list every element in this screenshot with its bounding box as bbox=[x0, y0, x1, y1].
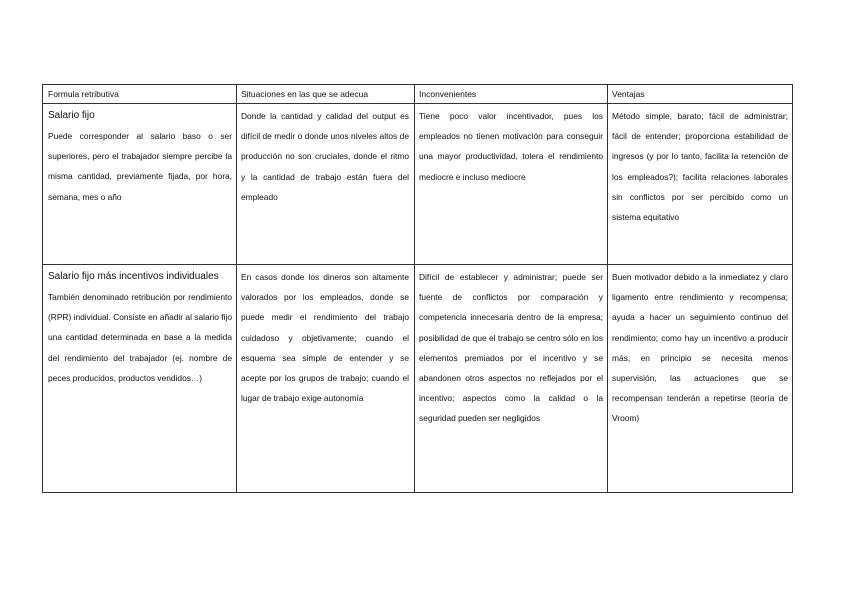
column-divider bbox=[236, 85, 237, 492]
retribution-table bbox=[42, 84, 793, 493]
row1-inconvenientes-cell: Tiene poco valor incentivador, pues los empleados no tienen motivación para conseguir una mayor productividad, tolera el rendimiento mediocre e incluso mediocre bbox=[419, 111, 603, 182]
row1-title: Salario fijo bbox=[48, 110, 95, 121]
header-divider bbox=[43, 103, 792, 104]
row2-ventajas-cell: Buen motivador debido a la inmediatez y claro ligamento entre rendimiento y recompensa; ayuda a hacer un seguimiento continuo del rendimiento; como hay un incentivo a producir más, en principio se necesita menos supervisión, las actuaciones que se recompensan tenderán a repetirse (teoría de Vroom) bbox=[612, 272, 788, 424]
row2-situaciones-cell: En casos donde los dineros son altamente valorados por los empleados, donde se puede medir el rendimiento del trabajo cuidadoso y objetivamente; cuando el esquema sea simple de entender y se acepte por los grupos de trabajo; cuando el lugar de trabajo exige autonomía bbox=[241, 272, 409, 404]
row2-formula-cell bbox=[48, 267, 232, 489]
row1-formula-text: Puede corresponder al salario baso o ser superiores, pero el trabajador siempre percibe la misma cantidad, previamente fijada, por hora, semana, mes o año bbox=[48, 131, 232, 202]
row1-formula-cell bbox=[48, 106, 232, 261]
column-divider bbox=[414, 85, 415, 492]
row1-ventajas-cell: Método simple, barato; fácil de administrar; fácil de entender; proporciona estabilidad de ingresos (y por lo tanto, facilita la retención de los empleados?); facilita relaciones laborales sin conflictos por ser percibido como un sistema equitativo bbox=[612, 111, 788, 223]
row2-inconvenientes-cell: Difícil de establecer y administrar; puede ser fuente de conflictos por comparación y competencia innecesaria dentro de la empresa; posibilidad de que el trabajo se centro sólo en los elementos premiados por el incentivo y se abandonen otros aspectos no reflejados por el incentivo; aspectos como la calidad o la seguridad pueden ser negligidos bbox=[419, 272, 603, 424]
row1-situaciones-cell: Donde la cantidad y calidad del output es difícil de medir o donde unos niveles altos de producción no son cruciales, donde el ritmo y la cantidad de trabajo están fuera del empleado bbox=[241, 111, 409, 202]
header-ventajas: Ventajas bbox=[612, 89, 645, 99]
header-situaciones: Situaciones en las que se adecua bbox=[241, 89, 369, 99]
row-divider bbox=[43, 264, 792, 265]
column-divider bbox=[607, 85, 608, 492]
row2-formula-text: También denominado retribución por rendimiento (RPR) individual. Consiste en añadir al salario fijo una cantidad determinada en base a la medida del rendimiento del trabajador (ej. nombre de peces producidos, productos vendidos…) bbox=[48, 292, 232, 383]
header-formula-retributiva: Formula retributiva bbox=[48, 89, 119, 99]
header-inconvenientes: Inconvenientes bbox=[419, 89, 477, 99]
row2-title: Salario fijo más incentivos individuales bbox=[48, 271, 219, 282]
